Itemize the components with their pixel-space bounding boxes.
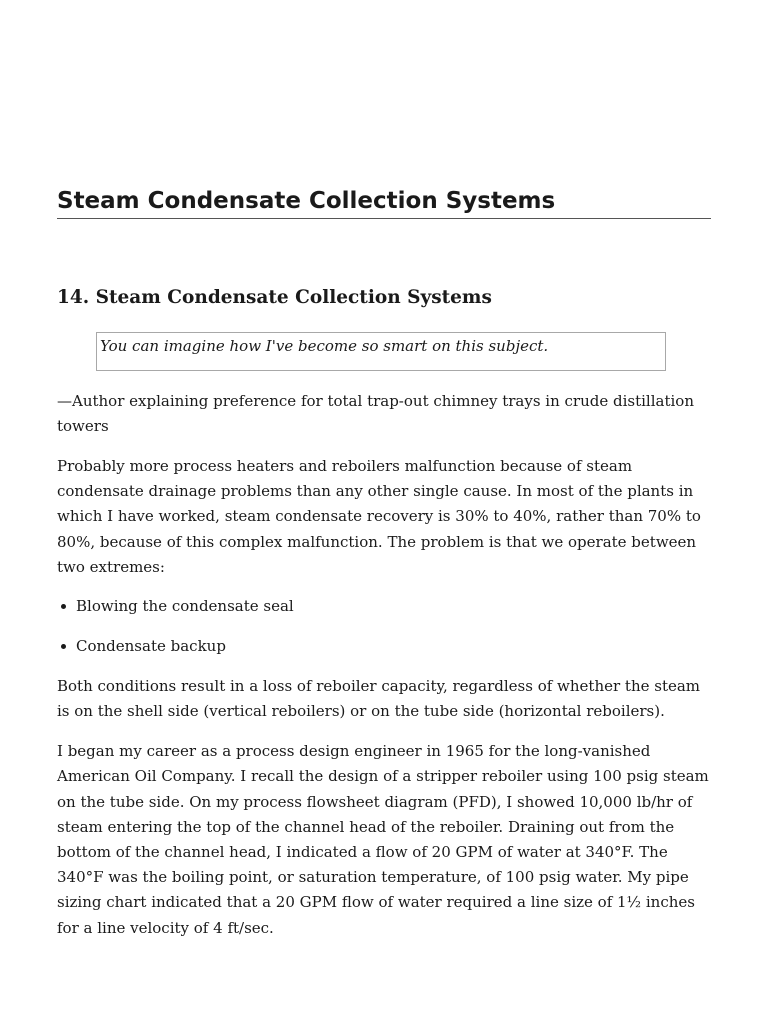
epigraph-attribution: —Author explaining preference for total trap-out chimney trays in crude distillation towers (57, 392, 694, 436)
bullet-item-seal: Blowing the condensate seal (76, 594, 711, 619)
bullet-list (57, 594, 711, 659)
body-text (57, 389, 711, 955)
paragraph-2: Both conditions result in a loss of reboiler capacity, regardless of whether the steam is on the shell side (vertical reboilers) or on the tube side (horizontal reboilers). (57, 677, 701, 721)
epigraph-quote: You can imagine how I've become so smart on this subject. (100, 337, 549, 355)
epigraph-box (96, 332, 666, 371)
running-header-title: Steam Condensate Collection Systems (57, 186, 711, 219)
paragraph-3: I began my career as a process design engineer in 1965 for the long-vanished American Oil Company. I recall the design of a stripper reboiler using 100 psig steam on the tube side. On my process flowsheet diagram (PFD), I showed 10,000 lb/hr of steam entering the top of the channel head of the reboiler. Draining out from the bottom of the channel head, I indicated a flow of 20 GPM of water at 340°F. The 340°F was the boiling point, or saturation temperature, of 100 psig water. My pipe sizing chart indicated that a 20 GPM flow of water required a line size of 1½ inches for a line velocity of 4 ft/sec. (57, 742, 709, 937)
bullet-item-backup: Condensate backup (76, 634, 711, 659)
chapter-title: 14. Steam Condensate Collection Systems (57, 287, 492, 308)
paragraph-1: Probably more process heaters and reboilers malfunction because of steam condensate drainage problems than any other single cause. In most of the plants in which I have worked, steam condensate recovery is 30% to 40%, rather than 70% to 80%, because of this complex malfunction. The problem is that we operate between two extremes: (57, 456, 701, 576)
